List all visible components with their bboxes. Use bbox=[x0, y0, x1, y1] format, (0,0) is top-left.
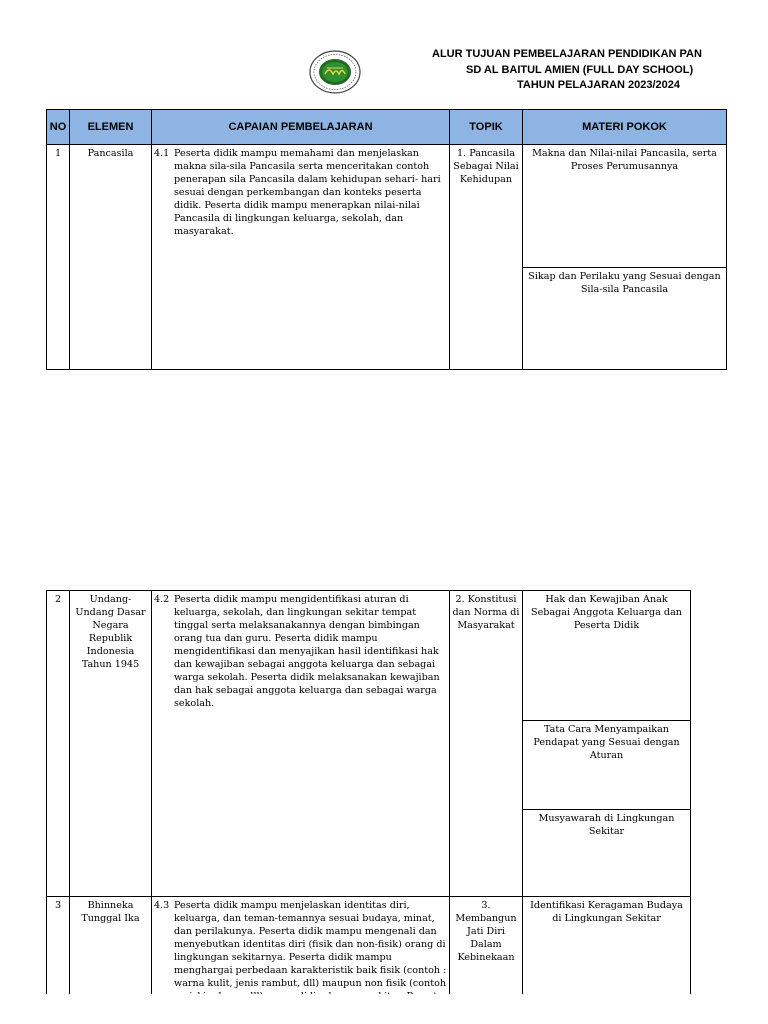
row-materi: Makna dan Nilai-nilai Pancasila, serta Proses Perumusannya bbox=[523, 145, 727, 268]
row-no: 2 bbox=[47, 591, 70, 897]
cp-number: 4.2 bbox=[154, 594, 170, 605]
school-seal-icon bbox=[309, 50, 361, 94]
table-row bbox=[47, 591, 691, 721]
row-materi: Tata Cara Menyampaikan Pendapat yang Sesuai dengan Aturan bbox=[523, 721, 691, 810]
row-topik: 3. Membangun Jati Diri Dalam Kebinekaan bbox=[450, 897, 523, 1022]
row-capaian bbox=[152, 145, 450, 370]
header-elemen: ELEMEN bbox=[70, 110, 152, 145]
row-capaian bbox=[152, 591, 450, 897]
row-topik: 1. Pancasila Sebagai Nilai Kehidupan bbox=[450, 145, 523, 370]
cp-number: 4.1 bbox=[154, 148, 170, 159]
row-elemen: Undang-Undang Dasar Negara Republik Indonesia Tahun 1945 bbox=[70, 591, 152, 897]
doc-title-line-1: ALUR TUJUAN PEMBELAJARAN PENDIDIKAN PAN bbox=[432, 48, 702, 60]
row-elemen: Pancasila bbox=[70, 145, 152, 370]
row-no: 1 bbox=[47, 145, 70, 370]
row-materi: Musyawarah di Lingkungan Sekitar bbox=[523, 810, 691, 897]
row-elemen: Bhinneka Tunggal Ika bbox=[70, 897, 152, 1022]
header-capaian: CAPAIAN PEMBELAJARAN bbox=[152, 110, 450, 145]
header-topik: TOPIK bbox=[450, 110, 523, 145]
curriculum-table-part-2 bbox=[46, 590, 691, 1022]
table-row bbox=[47, 145, 727, 268]
row-topik: 2. Konstitusi dan Norma di Masyarakat bbox=[450, 591, 523, 897]
table-header-row bbox=[47, 110, 727, 145]
row-materi: Identifikasi Keragaman Budaya di Lingkungan Sekitar bbox=[523, 897, 691, 1022]
doc-title-line-3: TAHUN PELAJARAN 2023/2024 bbox=[517, 79, 681, 91]
row-materi: Hak dan Kewajiban Anak Sebagai Anggota Keluarga dan Peserta Didik bbox=[523, 591, 691, 721]
cp-text: Peserta didik mampu menjelaskan identitas diri, keluarga, dan teman-temannya sesuai budaya, minat, dan perilakunya. Peserta didik mampu mengenali dan menyebutkan identitas diri (fisik dan non-fisik) orang di lingkungan sekitarnya. Peserta didik mampu menghargai perbedaan karakteristik baik fisik (contoh : warna kulit, jenis rambut, dll) maupun non fisik (contoh bbox=[174, 900, 447, 989]
cp-text: Peserta didik mampu memahami dan menjelaskan makna sila-sila Pancasila serta menceritakan contoh penerapan sila Pancasila dalam kehidupan sehari- hari sesuai dengan perkembangan dan konteks peserta didik. Peserta didik mampu menerapkan nilai-nilai Pancasila di lingkungan keluarga, sekolah, dan masyarakat. bbox=[174, 148, 441, 237]
doc-title-line-2: SD AL BAITUL AMIEN (FULL DAY SCHOOL) bbox=[466, 64, 694, 76]
cp-number: 4.3 bbox=[154, 900, 170, 911]
header-no: NO bbox=[47, 110, 70, 145]
curriculum-table-part-1 bbox=[46, 109, 727, 370]
row-materi: Sikap dan Perilaku yang Sesuai dengan Sila-sila Pancasila bbox=[523, 267, 727, 369]
header-materi: MATERI POKOK bbox=[523, 110, 727, 145]
page-bottom-cut bbox=[0, 994, 768, 1024]
cp-text: Peserta didik mampu mengidentifikasi aturan di keluarga, sekolah, dan lingkungan sekitar tempat tinggal serta melaksanakannya dengan bimbingan orang tua dan guru. Peserta didik mampu mengidentifikasi dan menyajikan hasil identifikasi hak dan kewajiban sebagai anggota keluarga dan sebagai warga sekolah. Peserta didik melaksanakan kewajiban dan hak sebagai anggota keluarga dan sebagai warga sekolah. bbox=[174, 594, 440, 709]
row-no: 3 bbox=[47, 897, 70, 1022]
